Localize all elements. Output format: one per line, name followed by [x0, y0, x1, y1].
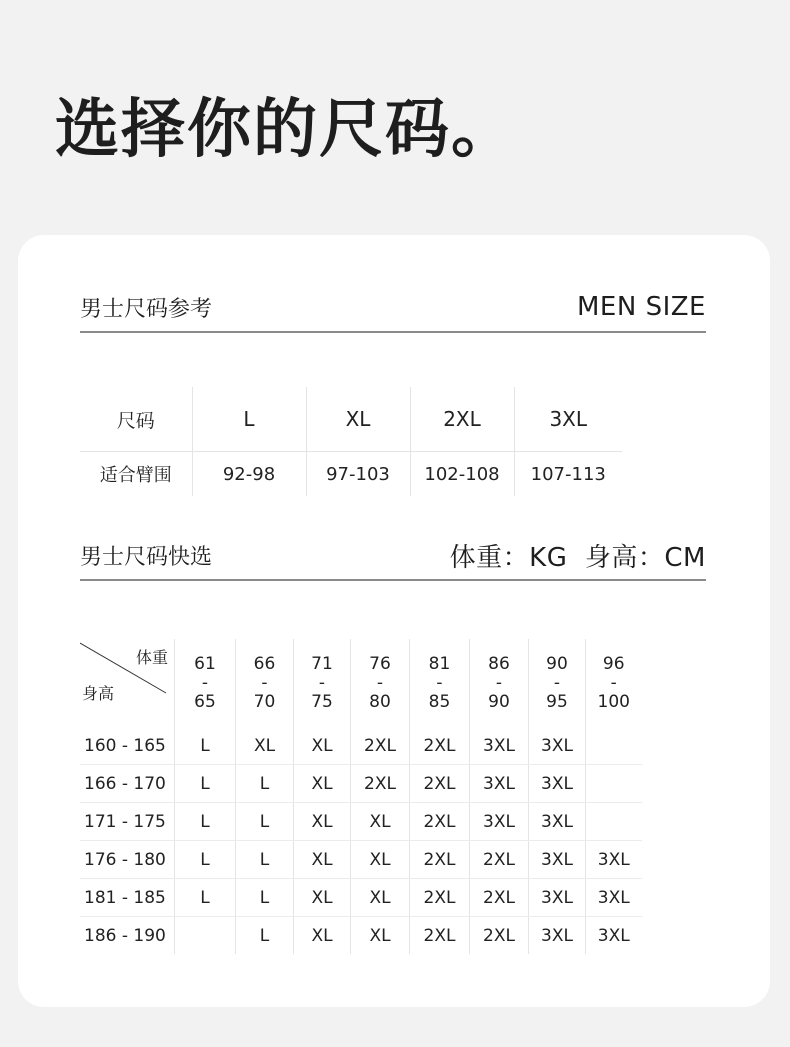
size-cell: 3XL	[470, 727, 529, 765]
size-cell: 2XL	[351, 727, 410, 765]
weight-range-cell: 81 - 85	[410, 639, 470, 727]
size-cell: 3XL	[470, 765, 529, 803]
arm-range-cell: 97-103	[306, 452, 410, 497]
size-cell: 2XL	[410, 387, 514, 452]
size-cell: 3XL	[586, 841, 642, 879]
size-cell: XL	[294, 727, 351, 765]
weight-range-cell: 61 - 65	[175, 639, 236, 727]
size-cell: 2XL	[410, 727, 470, 765]
size-cell: L	[236, 879, 294, 917]
size-cell: XL	[294, 803, 351, 841]
size-cell: 3XL	[529, 727, 586, 765]
size-cell	[586, 803, 642, 841]
reference-subtitle: MEN SIZE	[577, 292, 706, 322]
size-cell: 2XL	[410, 841, 470, 879]
size-cell: XL	[236, 727, 294, 765]
size-cell: XL	[294, 917, 351, 955]
table-row	[80, 917, 642, 955]
size-cell: L	[236, 765, 294, 803]
size-cell: L	[192, 387, 306, 452]
size-cell: 3XL	[529, 765, 586, 803]
weight-range-cell: 96 - 100	[597, 653, 630, 712]
corner-cell	[80, 639, 175, 727]
height-range-cell: 181 - 185	[80, 879, 175, 917]
size-cell: XL	[306, 387, 410, 452]
size-cell: 3XL	[529, 917, 586, 955]
size-cell: L	[236, 803, 294, 841]
row-label-size: 尺码	[80, 387, 192, 452]
size-cell	[586, 727, 642, 765]
row-label-arm: 适合臂围	[80, 452, 192, 497]
arm-range-cell: 107-113	[514, 452, 622, 497]
table-row	[80, 452, 622, 497]
table-row	[80, 765, 642, 803]
size-cell: L	[175, 879, 236, 917]
table-row	[80, 879, 642, 917]
table-row	[80, 387, 622, 452]
size-cell: XL	[351, 879, 410, 917]
size-cell: 2XL	[410, 803, 470, 841]
size-cell: XL	[351, 803, 410, 841]
size-cell: 2XL	[470, 879, 529, 917]
quick-pick-title: 男士尺码快选	[80, 544, 213, 570]
size-cell: XL	[351, 841, 410, 879]
height-range-cell: 176 - 180	[80, 841, 175, 879]
size-cell	[586, 765, 642, 803]
table-row	[80, 841, 642, 879]
size-cell: 3XL	[586, 879, 642, 917]
size-cell: XL	[294, 879, 351, 917]
corner-height-label: 身高	[82, 684, 115, 703]
size-cell: 3XL	[597, 925, 630, 946]
size-cell: XL	[294, 841, 351, 879]
quick-pick-units: 体重：KG 身高：CM	[449, 542, 706, 573]
size-cell: 3XL	[470, 803, 529, 841]
size-cell: 2XL	[410, 879, 470, 917]
height-range-cell: 160 - 165	[80, 727, 175, 765]
table-row	[80, 727, 642, 765]
weight-range-cell: 66 - 70	[236, 639, 294, 727]
size-cell: L	[236, 917, 294, 955]
quick-pick-table	[80, 639, 642, 954]
arm-range-cell: 102-108	[410, 452, 514, 497]
reference-header	[80, 283, 706, 333]
size-cell: L	[175, 841, 236, 879]
quick-pick-header	[80, 531, 706, 581]
size-cell: 2XL	[470, 841, 529, 879]
arm-range-cell: 92-98	[192, 452, 306, 497]
size-cell: 3XL	[529, 841, 586, 879]
size-cell: 2XL	[351, 765, 410, 803]
table-row	[80, 803, 642, 841]
size-cell: 3XL	[529, 803, 586, 841]
height-range-cell: 171 - 175	[80, 803, 175, 841]
weight-range-cell: 90 - 95	[529, 639, 586, 727]
size-cell: L	[236, 841, 294, 879]
size-cell: 2XL	[410, 917, 470, 955]
weight-range-cell: 76 - 80	[351, 639, 410, 727]
size-cell: XL	[351, 917, 410, 955]
size-cell: 2XL	[470, 917, 529, 955]
size-cell: L	[175, 765, 236, 803]
weight-header-row	[80, 639, 642, 727]
size-cell: 3XL	[549, 407, 588, 431]
size-cell: 3XL	[529, 879, 586, 917]
height-range-cell: 166 - 170	[80, 765, 175, 803]
weight-range-cell: 71 - 75	[294, 639, 351, 727]
size-cell: L	[175, 727, 236, 765]
size-cell	[175, 917, 236, 955]
size-guide-card	[18, 235, 770, 1007]
size-cell: L	[175, 803, 236, 841]
size-cell: 2XL	[410, 765, 470, 803]
height-range-cell: 186 - 190	[80, 917, 175, 955]
corner-weight-label: 体重	[135, 648, 168, 667]
reference-title: 男士尺码参考	[80, 296, 213, 322]
weight-range-cell: 86 - 90	[470, 639, 529, 727]
size-cell: XL	[294, 765, 351, 803]
size-reference-table	[80, 387, 622, 496]
page-title: 选择你的尺码。	[55, 93, 517, 167]
